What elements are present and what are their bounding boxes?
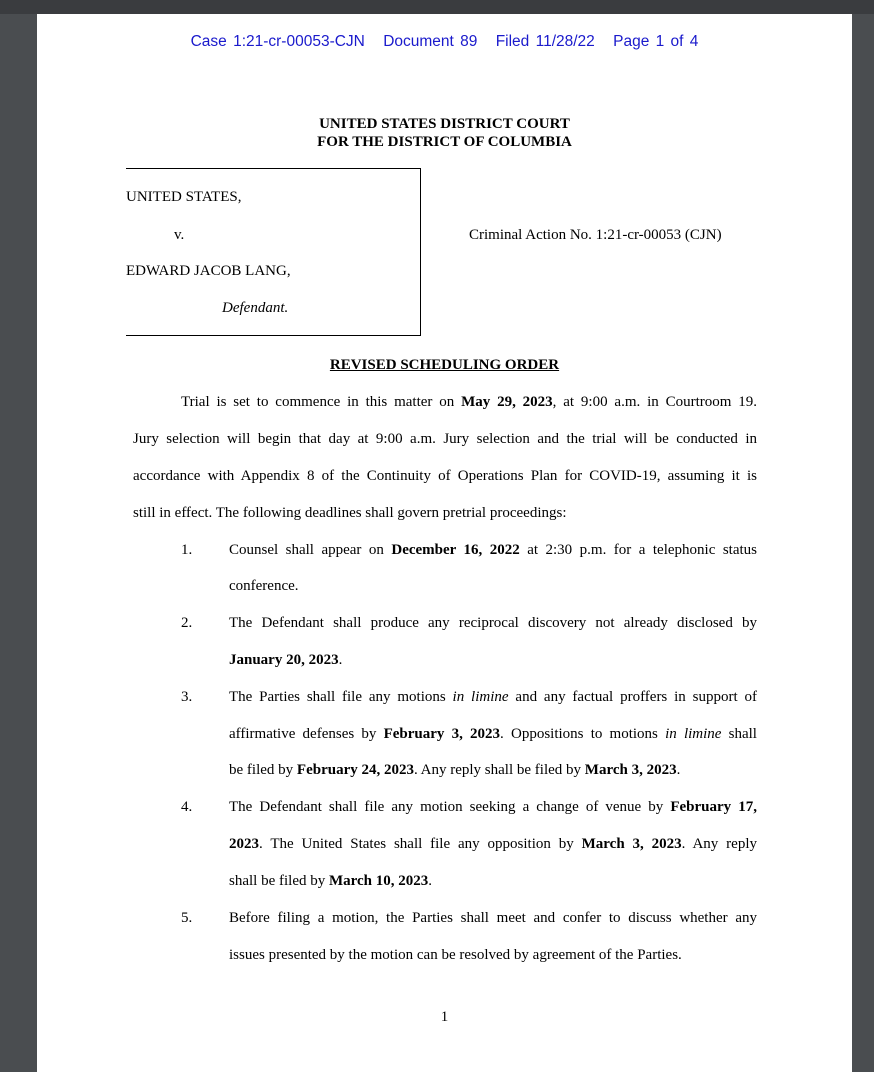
court-name xyxy=(37,115,852,151)
item-2-line-1: The Defendant shall produce any reciprocal discovery not already disclosed by xyxy=(229,615,757,631)
item-4-line-1: The Defendant shall file any motion seeking a change of venue by February 17, xyxy=(229,799,757,815)
item-4-line-3: shall be filed by March 10, 2023. xyxy=(229,873,433,889)
item-number: 1. xyxy=(181,542,193,558)
filed-date: Filed 11/28/22 xyxy=(495,33,595,50)
item-3-line-1: The Parties shall file any motions in limine and any factual proffers in support of xyxy=(229,689,757,705)
item-number: 4. xyxy=(181,799,193,815)
case-number: Case 1:21-cr-00053-CJN xyxy=(190,33,365,50)
plaintiff-name: UNITED STATES, xyxy=(126,189,242,205)
defendant-name: EDWARD JACOB LANG, xyxy=(126,263,291,279)
document-page xyxy=(37,14,852,1072)
viewer-top-bar xyxy=(0,0,874,14)
item-number: 5. xyxy=(181,910,193,926)
item-4-line-2: 2023. The United States shall file any opposition by March 3, 2023. Any reply xyxy=(229,836,757,852)
item-number: 2. xyxy=(181,615,193,631)
court-line-1: UNITED STATES DISTRICT COURT xyxy=(319,116,570,132)
item-5-line-1: Before filing a motion, the Parties shall meet and confer to discuss whether any xyxy=(229,910,757,926)
item-5-line-2: issues presented by the motion can be resolved by agreement of the Parties. xyxy=(229,947,682,963)
item-3-line-3: be filed by February 24, 2023. Any reply shall be filed by March 3, 2023. xyxy=(229,762,681,778)
intro-line-3: accordance with Appendix 8 of the Continuity of Operations Plan for COVID-19, assuming it is xyxy=(133,468,757,484)
intro-line-4: still in effect. The following deadlines shall govern pretrial proceedings: xyxy=(133,505,567,521)
court-line-2: FOR THE DISTRICT OF COLUMBIA xyxy=(317,134,572,150)
intro-line-1: Trial is set to commence in this matter on May 29, 2023, at 9:00 a.m. in Courtroom 19. xyxy=(181,394,757,410)
item-1-line-2: conference. xyxy=(229,578,299,594)
document-number: Document 89 xyxy=(383,33,478,50)
intro-line-2: Jury selection will begin that day at 9:00 a.m. Jury selection and the trial will be conducted in xyxy=(133,431,757,447)
item-number: 3. xyxy=(181,689,193,705)
page-number: 1 xyxy=(440,1009,449,1025)
ecf-header-stamp xyxy=(37,33,852,51)
page-count: Page 1 of 4 xyxy=(613,33,699,50)
order-title: REVISED SCHEDULING ORDER xyxy=(329,357,560,373)
item-1-line-1: Counsel shall appear on December 16, 2022 at 2:30 p.m. for a telephonic status xyxy=(229,542,758,558)
defendant-role: Defendant. xyxy=(222,300,289,316)
criminal-action-number: Criminal Action No. 1:21-cr-00053 (CJN) xyxy=(469,227,722,243)
versus: v. xyxy=(174,227,185,243)
item-2-line-2: January 20, 2023. xyxy=(229,652,343,668)
item-3-line-2: affirmative defenses by February 3, 2023. Oppositions to motions in limine shall xyxy=(229,726,757,742)
